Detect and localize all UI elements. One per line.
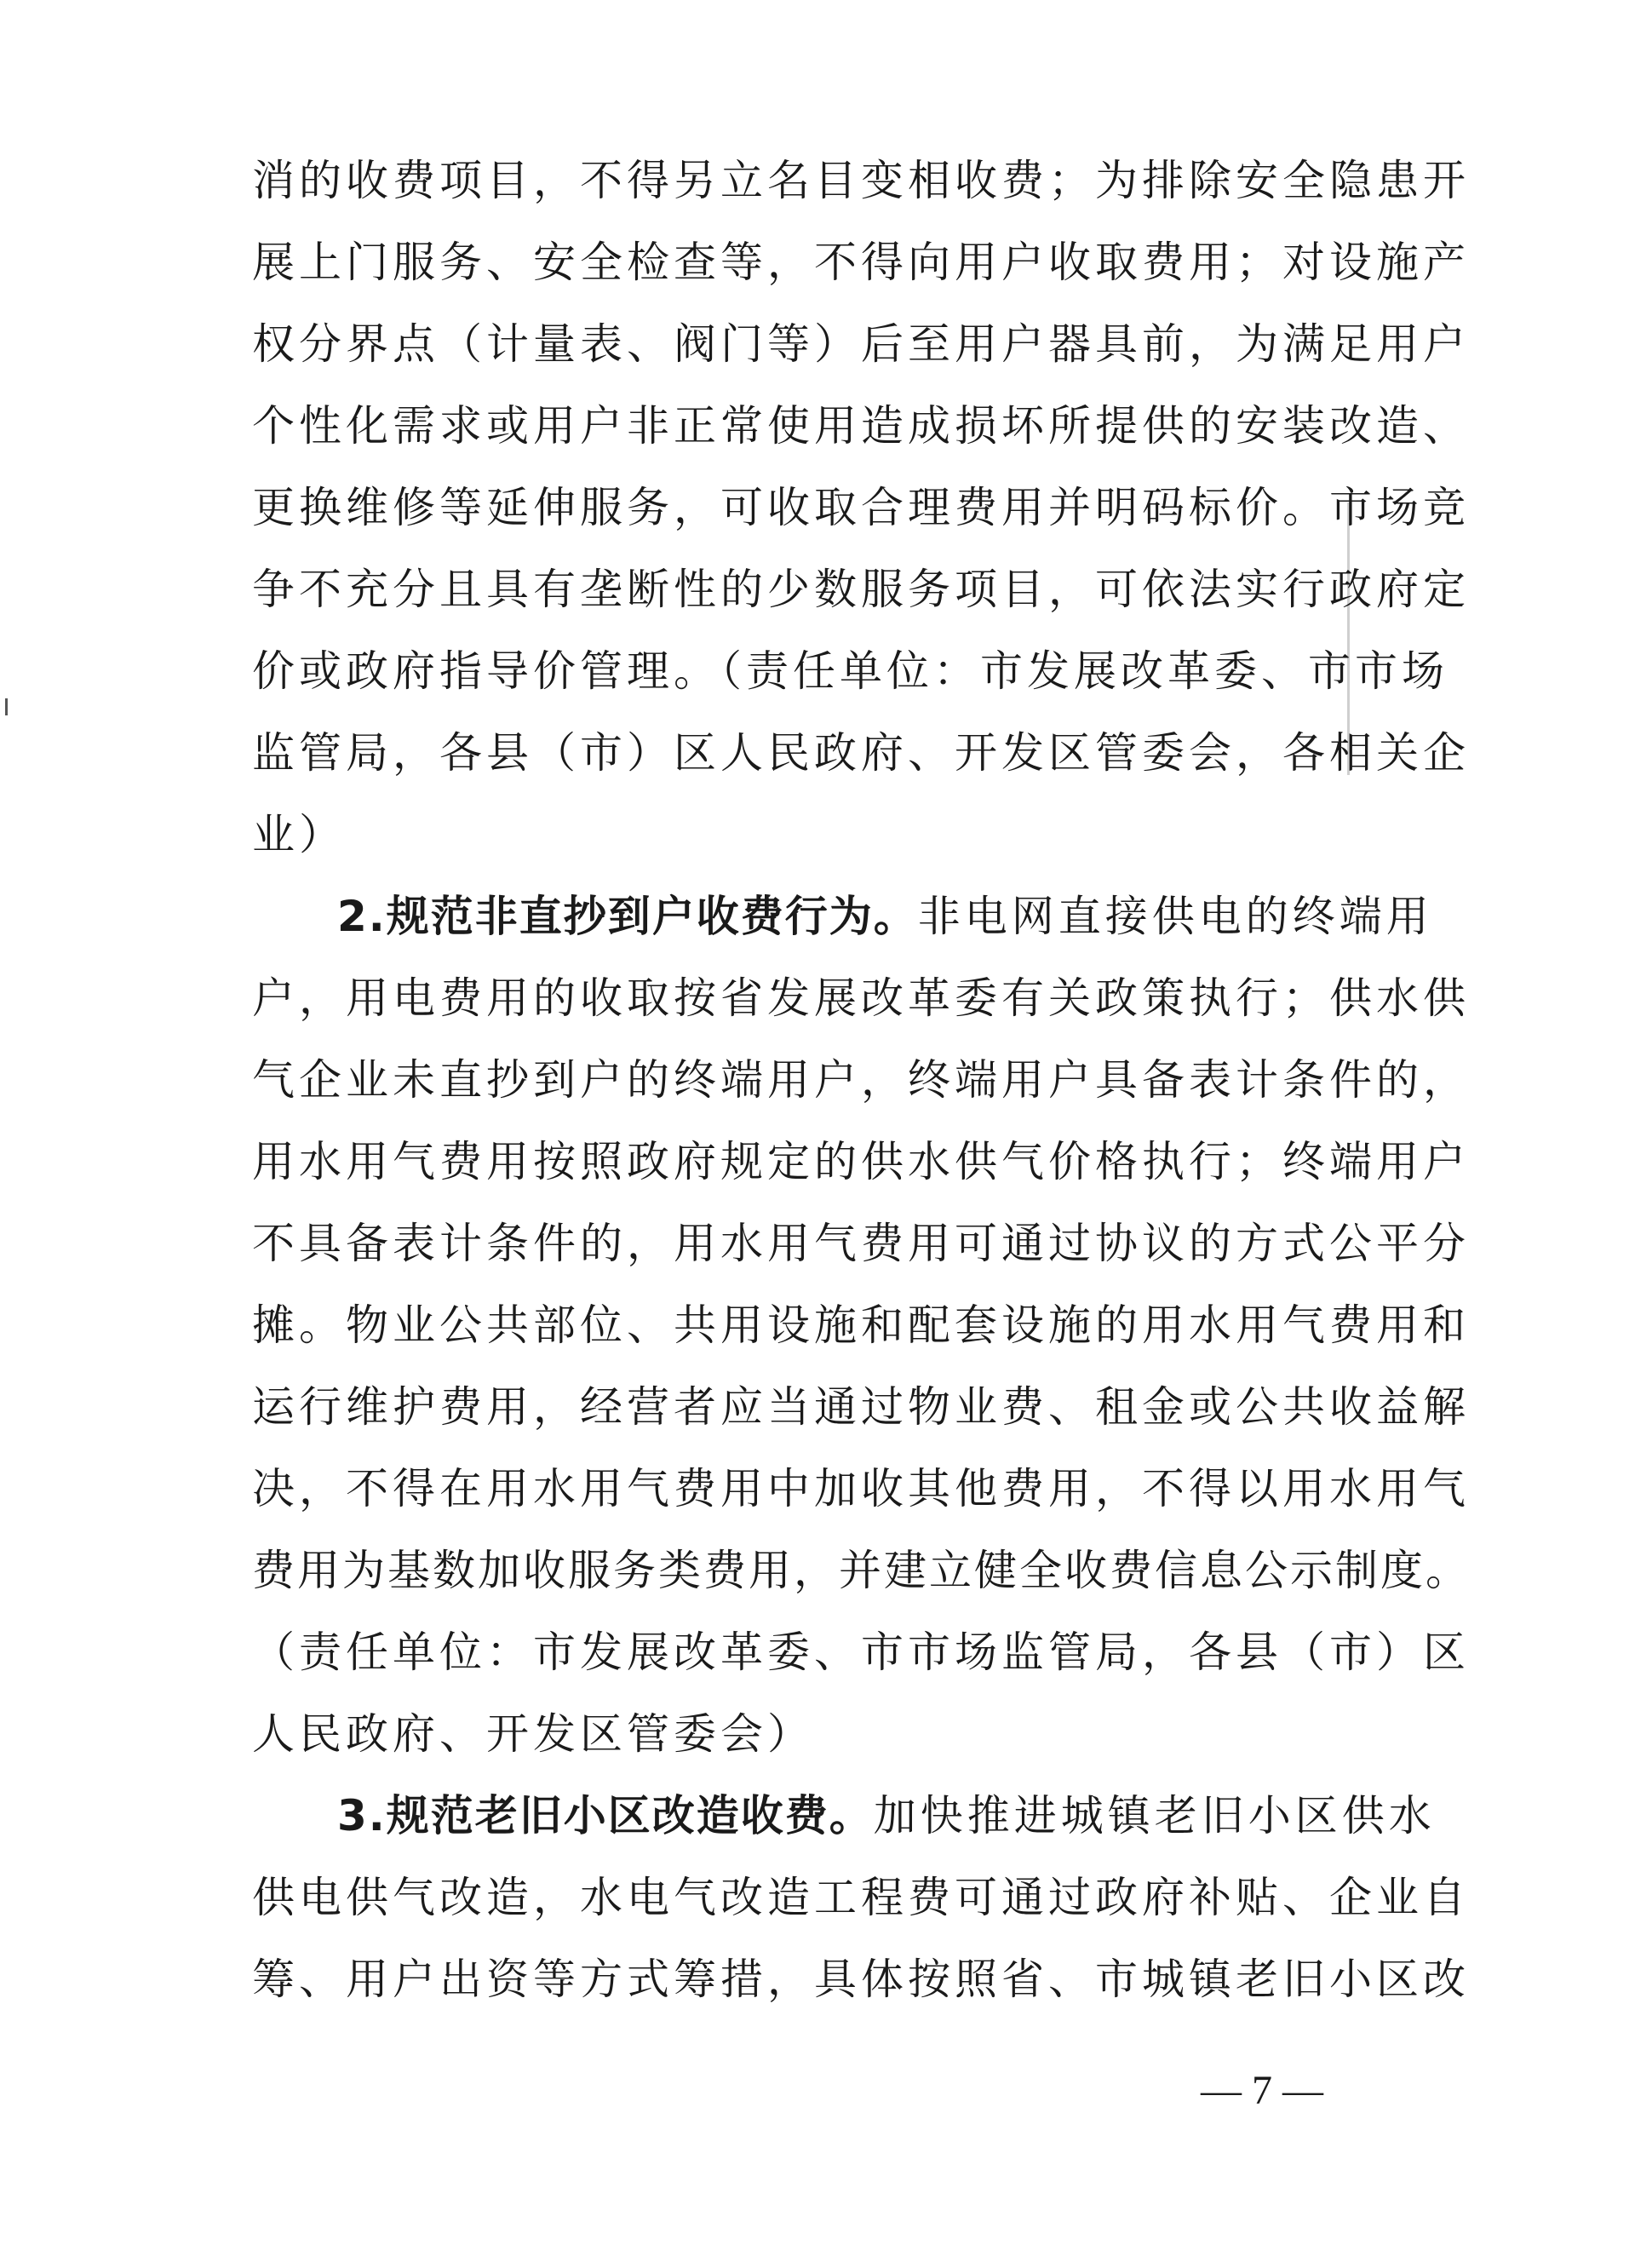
body-line: 个性化需求或用户非正常使用造成损坏所提供的安装改造、 (252, 401, 1470, 451)
body-line: 价或政府指导价管理。（责任单位：市发展改革委、市市场 (252, 646, 1449, 696)
body-line: 筹、用户出资等方式筹措，具体按照省、市城镇老旧小区改 (252, 1955, 1470, 2004)
page-number: — 7 — (1201, 2068, 1323, 2113)
body-line: 消的收费项目，不得另立名目变相收费；为排除安全隐患开 (252, 156, 1470, 205)
section-heading: 2.规范非直抄到户收费行为。 (337, 892, 918, 941)
body-line: 人民政府、开发区管委会） (252, 1709, 814, 1759)
section-heading: 3.规范老旧小区改造收费。 (337, 1791, 874, 1840)
body-line: 更换维修等延伸服务，可收取合理费用并明码标价。市场竞 (252, 483, 1470, 532)
body-line: 业） (252, 810, 346, 859)
body-line: 不具备表计条件的，用水用气费用可通过协议的方式公平分 (252, 1219, 1470, 1268)
body-line: 权分界点（计量表、阀门等）后至用户器具前，为满足用户 (252, 319, 1470, 369)
body-line: 用水用气费用按照政府规定的供水供气价格执行；终端用户 (252, 1137, 1470, 1186)
body-line: （责任单位：市发展改革委、市市场监管局，各县（市）区 (252, 1628, 1470, 1677)
body-line: 气企业未直抄到户的终端用户，终端用户具备表计条件的， (252, 1055, 1470, 1105)
body-line: 运行维护费用，经营者应当通过物业费、租金或公共收益解 (252, 1382, 1470, 1432)
body-line: 展上门服务、安全检查等，不得向用户收取费用；对设施产 (252, 238, 1470, 287)
body-line: 供电供气改造，水电气改造工程费可通过政府补贴、企业自 (252, 1873, 1470, 1922)
body-line: 争不充分且具有垄断性的少数服务项目，可依法实行政府定 (252, 565, 1470, 614)
body-line: 摊。物业公共部位、共用设施和配套设施的用水用气费用和 (252, 1301, 1470, 1350)
body-line: 户，用电费用的收取按省发展改革委有关政策执行；供水供 (252, 973, 1470, 1023)
body-line: 费用为基数加收服务类费用，并建立健全收费信息公示制度。 (252, 1546, 1471, 1595)
section-2-heading-line: 2.规范非直抄到户收费行为。非电网直接供电的终端用 (337, 892, 1433, 941)
section-3-heading-line: 3.规范老旧小区改造收费。加快推进城镇老旧小区供水 (337, 1791, 1436, 1840)
body-line: 监管局，各县（市）区人民政府、开发区管委会，各相关企 (252, 728, 1470, 778)
margin-mark (5, 698, 8, 715)
body-line: 决，不得在用水用气费用中加收其他费用，不得以用水用气 (252, 1464, 1470, 1513)
